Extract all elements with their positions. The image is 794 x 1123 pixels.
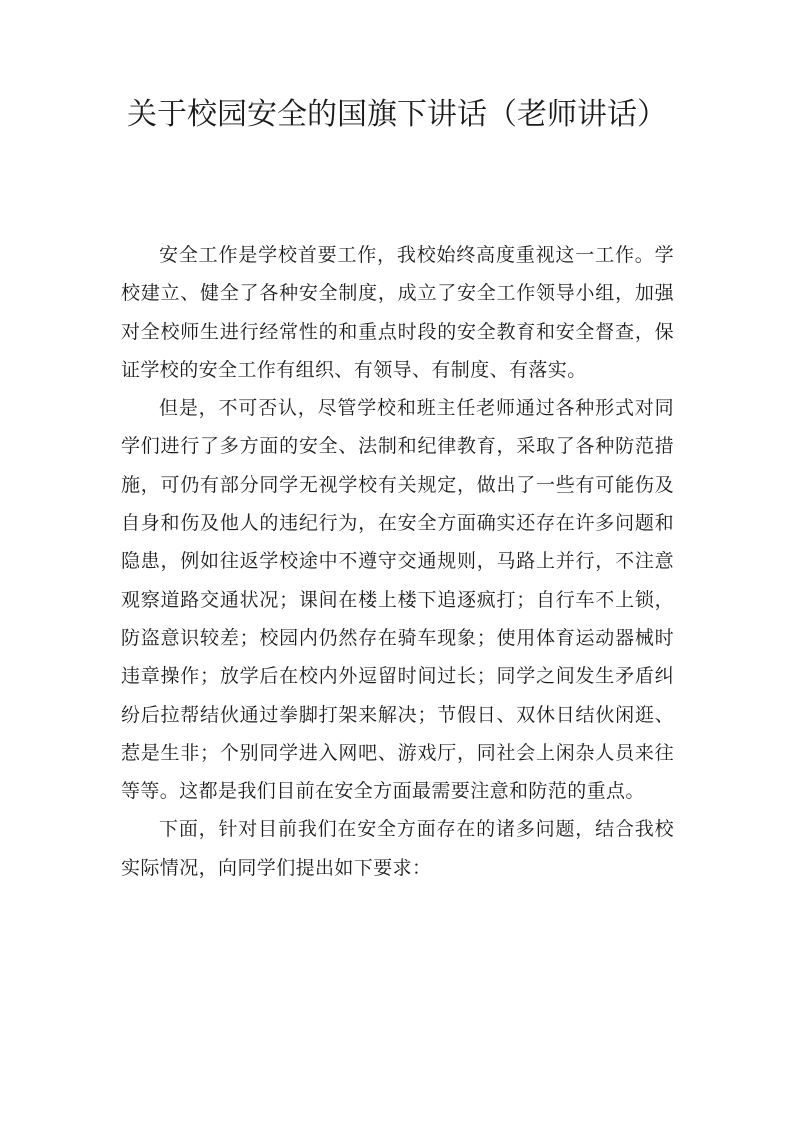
document-title: 关于校园安全的国旗下讲话（老师讲话）: [127, 97, 667, 132]
paragraph: 安全工作是学校首要工作，我校始终高度重视这一工作。学校建立、健全了各种安全制度，成立了安全工作领导小组，加强对全校师生进行经常性的和重点时段的安全教育和安全督查，保证学校的安全工作有组织、有领导、有制度、有落实。: [121, 244, 674, 381]
document-body: [121, 236, 674, 887]
paragraph: 但是，不可否认，尽管学校和班主任老师通过各种形式对同学们进行了多方面的安全、法制和纪律教育，采取了各种防范措施，可仍有部分同学无视学校有关规定，做出了一些有可能伤及自身和伤及他人的违纪行为，在安全方面确实还存在许多问题和隐患，例如往返学校途中不遵守交通规则，马路上并行，不注意观察道路交通状况；课间在楼上楼下追逐疯打；自行车不上锁，防盗意识较差；校园内仍然存在骑车现象；使用体育运动器械时违章操作；放学后在校内外逗留时间过长；同学之间发生矛盾纠纷后拉帮结伙通过拳脚打架来解决；节假日、双休日结伙闲逛、惹是生非；个别同学进入网吧、游戏厅，同社会上闲杂人员来往等等。这都是我们目前在安全方面最需要注意和防范的重点。: [121, 397, 674, 803]
paragraph: 下面，针对目前我们在安全方面存在的诸多问题，结合我校实际情况，向同学们提出如下要求：: [121, 818, 674, 879]
